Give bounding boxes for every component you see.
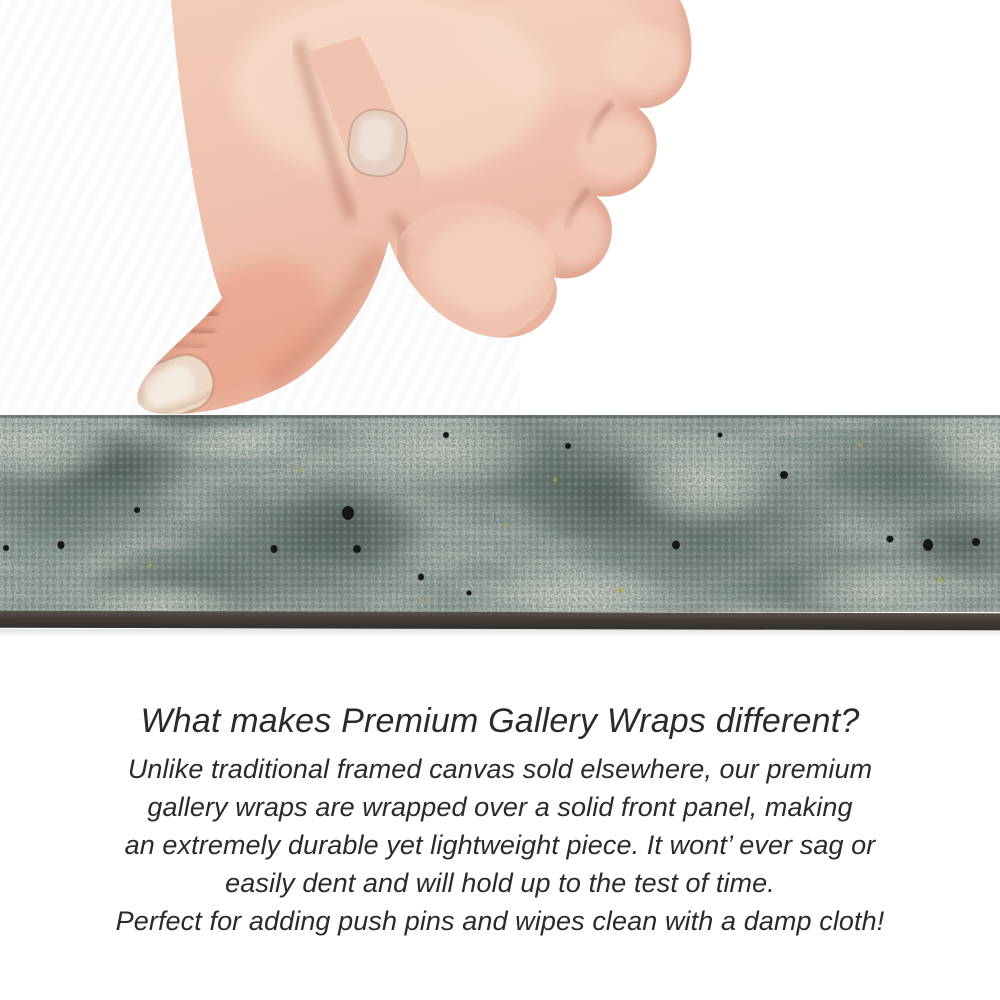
curled-fingertip bbox=[388, 202, 556, 342]
body-line-5: Perfect for adding push pins and wipes clean with a damp cloth! bbox=[115, 906, 885, 936]
body-line-2: gallery wraps are wrapped over a solid front panel, making bbox=[147, 792, 853, 822]
hand-photo bbox=[0, 0, 1000, 430]
marketing-text-block bbox=[0, 700, 1000, 940]
canvas-bottom-edge bbox=[0, 611, 1000, 637]
body-line-1: Unlike traditional framed canvas sold elsewhere, our premium bbox=[127, 754, 873, 784]
canvas-edge-photo bbox=[0, 405, 1000, 645]
fist bbox=[125, 0, 692, 428]
body-line-3: an extremely durable yet lightweight piece. It wont’ ever sag or bbox=[124, 830, 876, 860]
body-line-4: easily dent and will hold up to the test of time. bbox=[225, 868, 775, 898]
canvas-texture bbox=[0, 405, 1000, 630]
heading: What makes Premium Gallery Wraps different? bbox=[140, 702, 860, 740]
